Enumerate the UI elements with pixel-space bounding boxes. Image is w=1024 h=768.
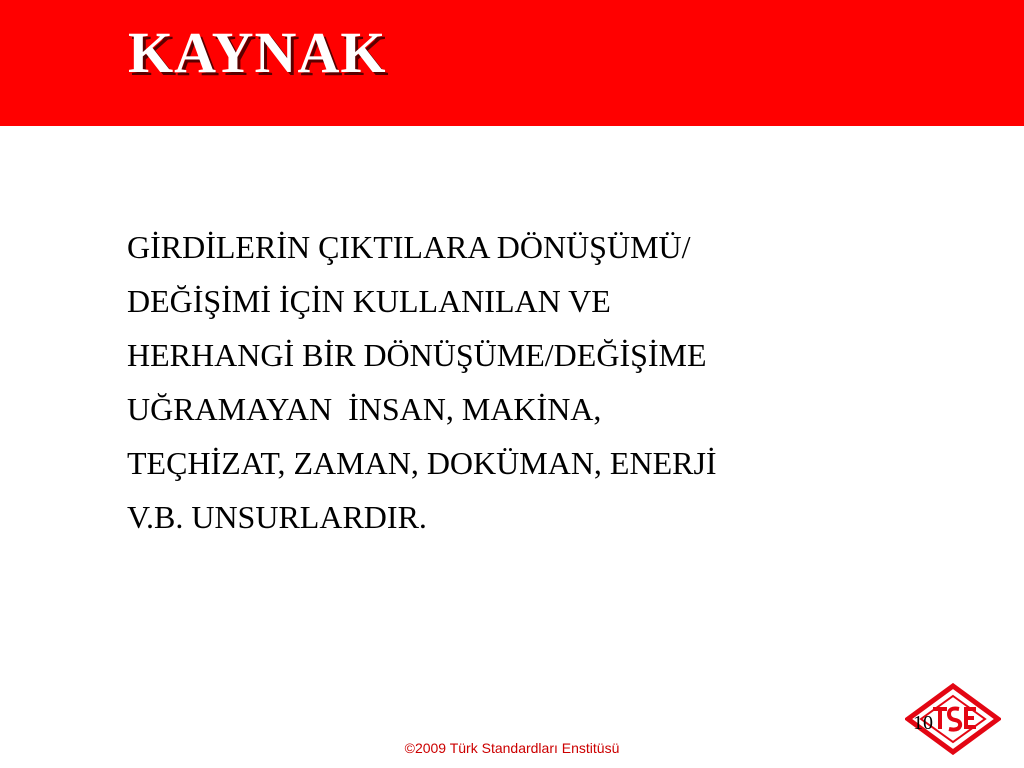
slide-title: KAYNAK bbox=[128, 20, 387, 85]
definition-line: UĞRAMAYAN İNSAN, MAKİNA, bbox=[127, 391, 602, 427]
definition-line: TEÇHİZAT, ZAMAN, DOKÜMAN, ENERJİ bbox=[127, 445, 717, 481]
definition-line: GİRDİLERİN ÇIKTILARA DÖNÜŞÜMÜ/ bbox=[127, 229, 691, 265]
definition-line: HERHANGİ BİR DÖNÜŞÜME/DEĞİŞİME bbox=[127, 337, 707, 373]
definition-line: V.B. UNSURLARDIR. bbox=[127, 499, 427, 535]
copyright-footer: ©2009 Türk Standardları Enstitüsü bbox=[404, 740, 620, 756]
definition-text bbox=[127, 220, 907, 544]
slide-number: 10 bbox=[913, 712, 933, 734]
definition-line: DEĞİŞİMİ İÇİN KULLANILAN VE bbox=[127, 283, 611, 319]
